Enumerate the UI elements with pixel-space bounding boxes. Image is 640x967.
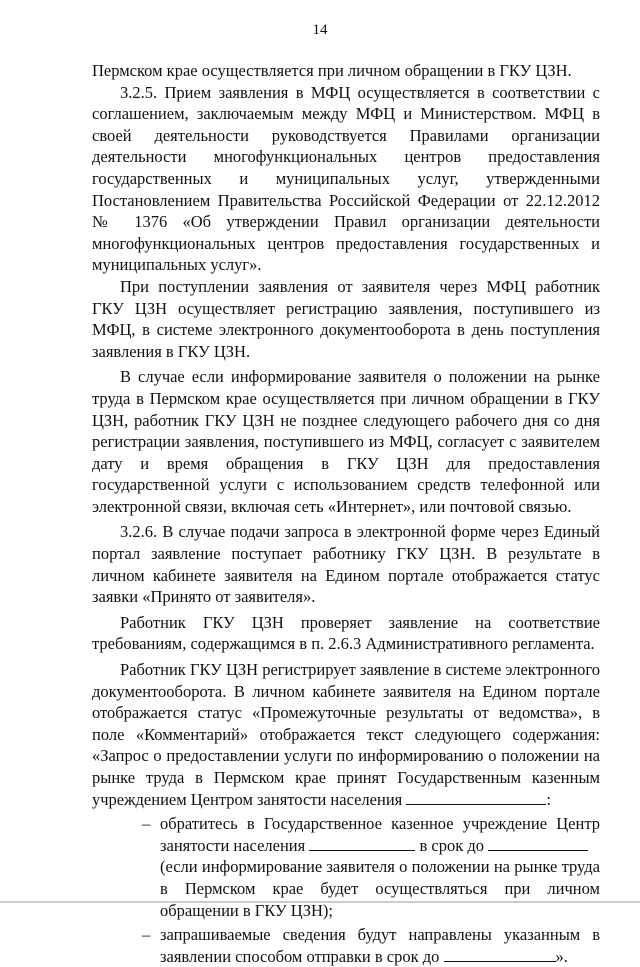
blank-field-sending-deadline [444, 947, 556, 962]
list-item-sending-end: ». [555, 946, 568, 966]
dash-list [92, 813, 600, 967]
list-item-visit-note: (если информирование заявителя о положении на рынке труда в Пермском крае будет осуществляться при личном обращении в ГКУ ЦЗН); [160, 857, 600, 920]
paragraph-mfc-registration: При поступлении заявления от заявителя через МФЦ работник ГКУ ЦЗН осуществляет регистрацию заявления, поступившего из МФЦ, в системе электронного документооборота в день поступления заявления в ГКУ ЦЗН. [92, 276, 600, 361]
paragraph-personal-visit: В случае если информирование заявителя о положении на рынке труда в Пермском крае осуществляется при личном обращении в ГКУ ЦЗН, работник ГКУ ЦЗН не позднее следующего рабочего дня со дня регистрации заявления, поступившего из МФЦ, согласует с заявителем дату и время обращения в ГКУ ЦЗН для предоставления государственной услуги с использованием средств телефонной или электронной связи, включая сеть «Интернет», или почтовой связью. [92, 367, 600, 516]
blank-field-deadline [488, 836, 588, 851]
dash-marker: – [142, 814, 151, 834]
paragraph-register-request [92, 659, 600, 810]
paragraph-register-text: Работник ГКУ ЦЗН регистрирует заявление в системе электронного документооборота. В личном кабинете заявителя на Едином портале отображается статус «Промежуточные результаты от ведомства», в поле «Комментарий» отображается текст следующего содержания: «Запрос о предоставлении услуги по информированию о положении на рынке труда в Пермском крае принят Государственным казенным учреждением Центром занятости населения [92, 660, 600, 809]
blank-field-center-name [309, 836, 415, 851]
blank-field-center [406, 790, 546, 805]
document-body [92, 60, 600, 967]
paragraph-3-2-5: 3.2.5. Прием заявления в МФЦ осуществляется в соответствии с соглашением, заключаемым между МФЦ и Министерством. МФЦ в своей деятельности руководствуется Правилами организации деятельности многофункциональных центров предоставления государственных и муниципальных услуг, утвержденными Постановлением Правительства Российской Федерации от 22.12.2012 № 1376 «Об утверждении Правил организации деятельности многофункциональных центров предоставления государственных и муниципальных услуг». [92, 82, 600, 275]
dash-marker: – [142, 925, 151, 945]
list-item-sending-text: запрашиваемые сведения будут направлены указанным в заявлении способом отправки в срок до [160, 925, 600, 966]
paragraph-check-request: Работник ГКУ ЦЗН проверяет заявление на соответствие требованиям, содержащимся в п. 2.6.3 Административного регламента. [92, 612, 600, 654]
list-item-visit-text: обратитесь в Государственное казенное учреждение Центр занятости населения [160, 814, 600, 855]
list-item-visit-deadline-label: в срок до [419, 835, 484, 855]
page-number: 14 [312, 22, 328, 38]
paragraph-3-2-6: 3.2.6. В случае подачи запроса в электронной форме через Единый портал заявление поступает работнику ГКУ ЦЗН. В результате в личном кабинете заявителя на Едином портале отображается статус заявки «Принято от заявителя». [92, 522, 600, 607]
scan-bottom-edge [0, 901, 640, 903]
paragraph-continuation: Пермском крае осуществляется при личном обращении в ГКУ ЦЗН. [92, 61, 572, 80]
paragraph-register-colon: : [546, 789, 551, 809]
list-item-sending [92, 924, 600, 967]
